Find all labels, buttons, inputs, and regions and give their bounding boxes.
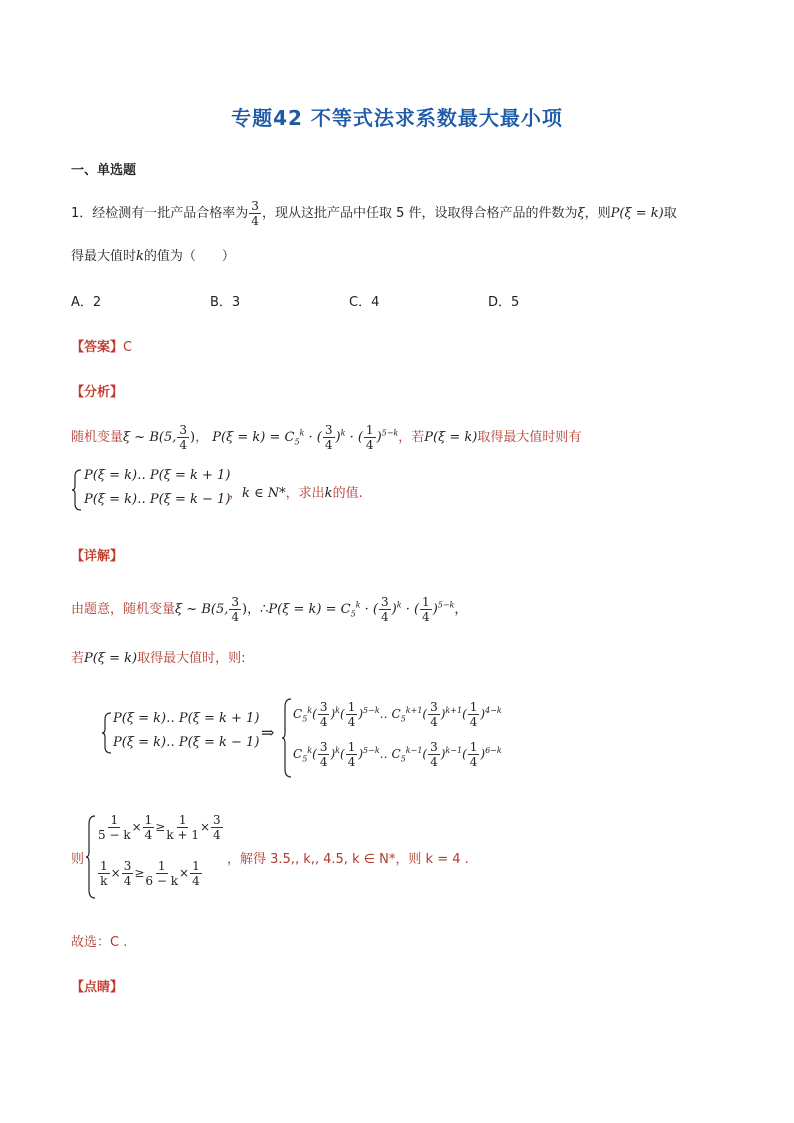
analysis-text-d: 取得最大值时则有 [477, 430, 582, 445]
detail-tag: 【详解】 [71, 549, 124, 564]
section-heading: 一、单选题 [71, 163, 137, 178]
analysis-distribution: ξ ~ B(5, [123, 430, 177, 445]
detail-rhs-eq2: $C_5^k$( $\frac{3}{4}$ )$^k$( $\frac{1}{4}$ )$^{5-k}$‥ $C_5^{k-1}$( $\frac{3}{4}$ )$^{k-1}$( $\frac{1}{4}$ )$^{6-k}$ [293, 740, 502, 769]
option-d: D．5 [488, 295, 520, 310]
k-symbol: k [136, 249, 144, 264]
question-line-2 [71, 245, 235, 264]
detail-text-d: 取得最大值时，则: [137, 651, 246, 666]
option-b: B．3 [210, 295, 241, 310]
analysis-text-h: 的值. [332, 486, 363, 501]
question-number: 1． [71, 206, 93, 221]
detail-text-b: ，∴ [247, 602, 269, 617]
question-text-a: 经检测有一批产品合格率为 [92, 206, 249, 221]
left-brace-icon [101, 711, 113, 755]
prob-expr: P(ξ = k) [610, 206, 664, 221]
option-a: A．2 [71, 295, 102, 310]
analysis-system-eq1: P(ξ = k)‥ P(ξ = k + 1) [84, 468, 231, 483]
detail-line-2: 若P(ξ = k)取得最大值时，则: [71, 651, 246, 666]
question-line2-a: 得最大值时 [71, 249, 137, 264]
analysis-text-b: ， [195, 430, 209, 445]
question-line-1 [71, 200, 677, 227]
detail-choose: 故选：C . [71, 935, 128, 950]
analysis-tag: 【分析】 [71, 385, 124, 400]
detail-rhs-eq1: $C_5^k$( $\frac{3}{4}$ )$^k$( $\frac{1}{4}$ )$^{5-k}$‥ $C_5^{k+1}$( $\frac{3}{4}$ )$^{k+1}$( $\frac{1}{4}$ )$^{4-k}$ [293, 700, 502, 729]
analysis-text-e: ， [229, 486, 243, 501]
detail-ineq-1: $\frac{1}{5 - k}$ × $\frac{1}{4}$ ≥ $\frac{1}{k + 1}$ × $\frac{3}{4}$ [98, 813, 221, 842]
answer-tag: 【答案】 [71, 340, 124, 355]
rate-fraction [249, 200, 261, 227]
xi-symbol: ξ [577, 206, 585, 221]
detail-solve: ，解得 3.5‚‚ k‚‚ 4.5, k ∈ N* [227, 852, 396, 867]
detail-line-1: 由题意，随机变量ξ ~ B(5, $\frac{3}{4}$ )，∴P(ξ = $k) = C_5^k$ · ( $\frac{3}{4}$ )$^k$ · ( $\frac{1}{4}$ )$^{5-k}$， [71, 595, 468, 624]
detail-text-c: 若 [71, 651, 85, 666]
left-brace-icon [85, 814, 97, 900]
analysis-pmf: $P(\xi = k) = C_5^k$ · ( $\frac{3}{4}$ )$^k$ · ( $\frac{1}{4}$ )$^{5-k}$ [212, 423, 399, 452]
analysis-k-set: k ∈ N* [242, 486, 286, 501]
rate-denominator: 4 [251, 214, 259, 228]
detail-result: ，则 k = 4 . [395, 852, 469, 867]
detail-system-eq2: P(ξ = k)‥ P(ξ = k − 1) [113, 735, 260, 750]
answer-value: C [123, 340, 133, 355]
question-line2-b: 的值为（ ） [143, 249, 235, 264]
analysis-text-a: 随机变量 [71, 430, 124, 445]
detail-implication [101, 697, 521, 779]
detail-conclusion [71, 812, 531, 902]
comment-tag: 【点睛】 [71, 980, 124, 995]
detail-ineq-2: $\frac{1}{k}$ × $\frac{3}{4}$ ≥ $\frac{1}{6 - k}$ × $\frac{1}{4}$ [100, 859, 200, 888]
left-brace-icon [71, 468, 83, 512]
analysis-frac-34: $\frac{3}{4}$ [179, 423, 188, 452]
rate-numerator: 3 [251, 199, 259, 213]
left-brace-icon [281, 697, 293, 779]
analysis-line-1: 随机变量ξ ~ B(5, $\frac{3}{4}$ )， $P(\xi = k) = C_5^k$ · ( $\frac{3}{4}$ )$^k$ · ( $\frac{1}{4}$ )$^{5-k}$，若P(ξ = k)取得最大值时则有 [71, 423, 582, 452]
analysis-text-g: ，求出 [285, 486, 325, 501]
question-text-d: 取 [663, 206, 677, 221]
analysis-system-eq2: P(ξ = k)‥ P(ξ = k − 1) [84, 492, 231, 507]
implies-symbol: ⇒ [261, 723, 275, 742]
question-text-b: ，现从这批产品中任取 5 件，设取得合格产品的件数为 [261, 206, 578, 221]
detail-then: 则 [71, 852, 85, 867]
answer-row [71, 336, 132, 355]
page-title: 专题42 不等式法求系数最大最小项 [231, 106, 563, 130]
detail-solve-row [227, 848, 469, 867]
detail-text-a: 由题意，随机变量 [71, 602, 176, 617]
analysis-text-c: ，若 [398, 430, 425, 445]
detail-system-eq1: P(ξ = k)‥ P(ξ = k + 1) [113, 711, 260, 726]
option-c: C．4 [349, 295, 380, 310]
question-text-c: ，则 [584, 206, 611, 221]
